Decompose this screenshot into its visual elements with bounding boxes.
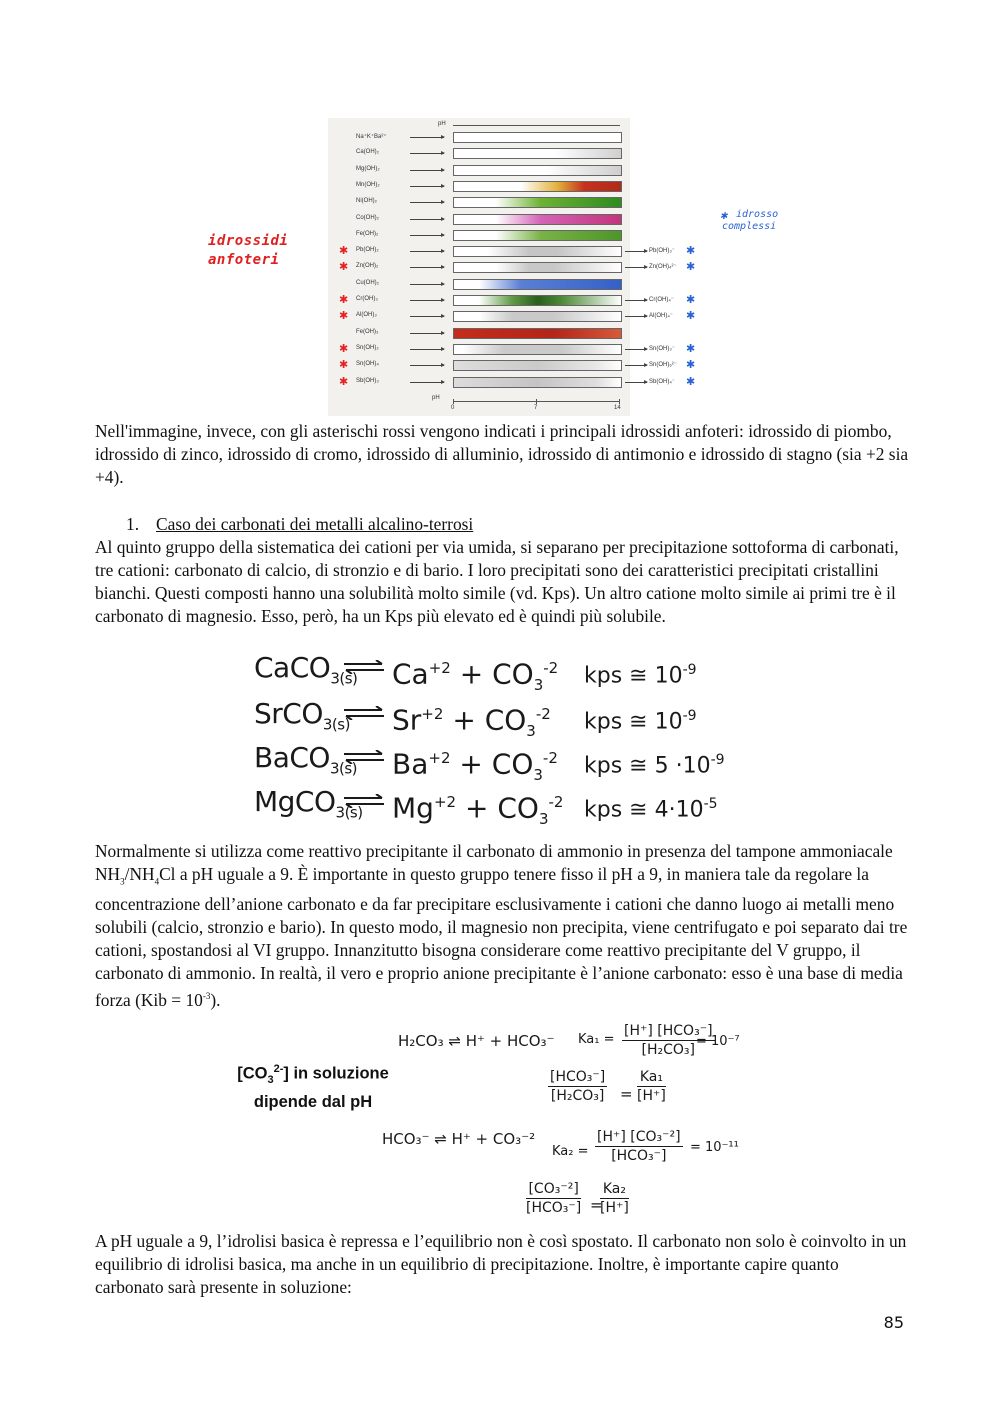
arrow-icon — [410, 186, 444, 187]
paragraph-amphoteric: Nell'immagine, invece, con gli asterischi rossi vengono indicati i principali idrossidi anfoteri: idrossido di piombo, idrossido di zinco, idrossido di cromo, idrossido di alluminio, idrossido di antimonio e idrossido di stagno (sia +2 sia +4). — [95, 421, 909, 487]
precipitation-bar — [453, 279, 622, 290]
plus-sign: + — [459, 657, 484, 691]
salt — [254, 698, 350, 741]
salt-phase: (s) — [339, 669, 358, 688]
cation-charge: +2 — [421, 705, 444, 723]
carbonate-charge: -2 — [535, 705, 551, 723]
heading-number: 1. — [126, 514, 140, 534]
plus-sign: + — [459, 747, 483, 781]
hydroxide-label: Fe(OH)₃ — [356, 328, 379, 335]
plus-sign: + — [464, 791, 489, 825]
ph-top-scale — [453, 125, 620, 126]
arrow-icon — [410, 300, 444, 301]
ratio2-equals: = — [590, 1196, 603, 1214]
precipitation-bar — [453, 230, 622, 241]
plus-sign: + — [452, 703, 476, 737]
r2-k-num: Ka₂ — [600, 1180, 629, 1199]
complex-label: Sn(OH)₃⁻ — [649, 345, 675, 352]
salt-sub: 3 — [330, 669, 340, 688]
precipitation-bar — [453, 197, 622, 208]
hydroxide-label: Fe(OH)₂ — [356, 230, 379, 237]
amphoteric-hydroxides-note — [208, 232, 288, 270]
blue-asterisk-icon: ✱ — [686, 293, 696, 306]
kps-value — [584, 746, 725, 780]
precipitation-bar — [453, 295, 622, 306]
complex-arrow-icon — [625, 382, 647, 383]
p3-a: Normalmente si utilizza come reattivo precipitante il carbonato di ammonio in presenza del tampone ammoniacale NH — [95, 841, 893, 884]
hydroxide-label: Na⁺K⁺Ba²⁺ — [356, 134, 387, 140]
kps-text: kps ≅ 10 — [584, 663, 683, 689]
red-asterisk-icon: ✱ — [339, 374, 349, 388]
ka1-den: [H₂CO₃] — [641, 1042, 696, 1058]
p3-sup: -3 — [202, 991, 211, 1002]
paragraph-carbonates: Al quinto gruppo della sistematica dei cationi per via umida, si separano per precipitazione sottoforma di carbonati, tre cationi: carbonato di calcio, di stronzio e di bario. I loro precipitati sono dei caratteristici precipitati cristallini bianchi. Questi composti hanno una solubilità molto simile (vd. Kps). Un altro catione molto simile ai primi tre è il carbonato di magnesio. Esso, però, ha un Kps più elevato ed è quindi più solubile. — [95, 537, 899, 626]
eq2-dissociation: HCO₃⁻ ⇌ H⁺ + CO₃⁻² — [382, 1130, 536, 1148]
blue-asterisk-icon: ✱ — [686, 309, 696, 323]
r2-num: [CO₃⁻²] — [526, 1180, 581, 1199]
carbonate-sub: 3 — [533, 765, 543, 784]
salt-formula: BaCO — [254, 741, 330, 774]
salt-phase: (s) — [344, 803, 363, 822]
section-heading — [126, 513, 473, 536]
ions — [392, 742, 558, 791]
kps-text: kps ≅ 4·10 — [584, 797, 704, 823]
complex-label: Al(OH)₄⁻ — [649, 313, 673, 320]
title-line2: dipende dal pH — [253, 1092, 373, 1111]
red-asterisk-icon: ✱ — [339, 293, 349, 306]
cation-charge: +2 — [428, 749, 451, 767]
arrow-icon — [410, 137, 444, 138]
ka1-value: = 10⁻⁷ — [696, 1034, 740, 1049]
carbonate-charge: -2 — [548, 793, 564, 811]
carbonate: CO — [492, 657, 534, 691]
p3-b: /NH — [124, 864, 155, 884]
ph-bottom-label: pH — [432, 395, 440, 401]
precipitation-bar — [453, 132, 622, 143]
ratio1-equals: = — [620, 1085, 633, 1103]
ka2-den: [HCO₃⁻] — [611, 1148, 667, 1164]
kps-text: kps ≅ 10 — [584, 709, 683, 735]
red-asterisk-icon: ✱ — [339, 358, 349, 372]
carbonate: CO — [491, 747, 534, 781]
carbonate: CO — [484, 703, 527, 737]
p3-sub1: 3 — [120, 876, 125, 887]
complex-arrow-icon — [625, 365, 647, 366]
complex-label: Pb(OH)₃⁻ — [649, 248, 675, 255]
ions — [392, 698, 551, 747]
arrow-icon — [410, 365, 444, 366]
kps-equation — [254, 742, 734, 782]
salt-formula: CaCO — [254, 651, 331, 684]
arrow-icon — [410, 349, 444, 350]
ka1-num: [H⁺] [HCO₃⁻] — [624, 1023, 713, 1039]
salt-phase: (s) — [331, 715, 350, 734]
blue-asterisk-icon: ✱ — [686, 358, 696, 372]
arrow-icon — [410, 153, 444, 154]
heading-text: Caso dei carbonati dei metalli alcalino-terrosi — [156, 514, 474, 534]
ions — [392, 652, 558, 701]
r1-den: [H₂CO₃] — [550, 1088, 605, 1104]
precipitation-bar — [453, 360, 622, 371]
title-b: ] in soluzione — [283, 1064, 389, 1083]
kps-exponent: -9 — [682, 708, 697, 724]
hydroxide-label: Sn(OH)₂ — [356, 344, 379, 351]
r1-k-num: Ka₁ — [637, 1068, 666, 1087]
ka2-label: Ka₂ = — [552, 1144, 589, 1159]
cation: Ca — [392, 657, 429, 691]
paragraph-ph9: A pH uguale a 9, l’idrolisi basica è repressa e l’equilibrio non è così spostato. Il carbonato non solo è coinvolto in un equilibrio di idrolisi basica, ma anche in un equilibrio di precipitazione. Inoltre, è importante capire quanto carbonato sarà presente in soluzione: — [95, 1231, 907, 1297]
ratio2-fraction — [526, 1180, 581, 1217]
hydroxide-label: Co(OH)₂ — [356, 214, 379, 221]
kps-value — [584, 656, 697, 690]
r2-den: [HCO₃⁻] — [526, 1200, 582, 1216]
complex-arrow-icon — [625, 316, 647, 317]
equilibrium-arrow-icon — [342, 750, 386, 764]
ka1-label: Ka₁ = — [578, 1032, 615, 1047]
salt-formula: SrCO — [254, 697, 323, 730]
equilibrium-arrow-icon — [342, 794, 386, 808]
equilibrium-arrow-icon — [342, 706, 386, 720]
ratio1-fraction — [548, 1068, 607, 1105]
p3-d: ). — [210, 990, 221, 1011]
complex-arrow-icon — [625, 300, 647, 301]
note-blue-line1: idrosso — [736, 209, 779, 220]
ratio2-k-fraction — [600, 1180, 629, 1217]
r2-k-den: [H⁺] — [600, 1200, 629, 1216]
red-asterisk-icon: ✱ — [339, 260, 349, 274]
cation-charge: +2 — [433, 793, 457, 811]
salt-formula: MgCO — [254, 785, 336, 818]
cation: Mg — [392, 791, 434, 825]
arrow-icon — [410, 316, 444, 317]
p3-c: Cl a pH uguale a 9. È importante in questo gruppo tenere fisso il pH a 9, in maniera tale da regolare la concentrazione dell’anione carbonato e da far precipitare esclusivamente i cationi che danno luogo ai metalli meno solubili (calcio, stronzio e bario). In questo modo, il magnesio non precipita, viene centrifugato e poi separato dai tre cationi, spostandosi al VI gruppo. Innanzitutto bisogna considerare come reattivo precipitante del V gruppo, il carbonato di ammonio. In realtà, il vero e proprio anione precipitante è l’anione carbonato: esso è una base di media forza (Kib = 10 — [95, 864, 908, 1011]
arrow-icon — [410, 284, 444, 285]
complex-label: Zn(OH)₄²⁻ — [649, 264, 677, 271]
paragraph-buffer — [95, 840, 910, 1012]
note-blue-line2: complessi — [722, 221, 777, 232]
kps-value — [584, 702, 697, 736]
ph-top-label: pH — [438, 121, 446, 127]
precipitation-bar — [453, 165, 622, 176]
salt-sub: 3 — [329, 759, 340, 778]
kps-equation — [254, 786, 734, 826]
ph-tick-0 — [453, 399, 454, 404]
blue-asterisk-icon: ✱ — [686, 260, 696, 274]
kps-equation — [254, 652, 734, 692]
r1-num: [HCO₃⁻] — [550, 1069, 606, 1085]
ions — [392, 786, 563, 835]
precipitation-bar — [453, 181, 622, 192]
hydroxide-label: Sb(OH)₃ — [356, 377, 379, 384]
carbonate-sub: 3 — [538, 809, 549, 828]
ka2-num: [H⁺] [CO₃⁻²] — [597, 1129, 681, 1145]
cation-charge: +2 — [428, 659, 451, 677]
complex-label: Sn(OH)₆²⁻ — [649, 362, 677, 369]
precipitation-bar — [453, 311, 622, 322]
red-asterisk-icon: ✱ — [339, 309, 349, 323]
blue-asterisk-icon: ✱ — [686, 374, 696, 388]
complex-label: Cr(OH)₄⁻ — [649, 297, 674, 303]
salt-sub: 3 — [335, 803, 345, 822]
carbonate-charge: -2 — [542, 749, 558, 767]
hydroxide-label: Al(OH)₃ — [356, 312, 377, 319]
red-asterisk-icon: ✱ — [339, 341, 349, 355]
arrow-icon — [410, 382, 444, 383]
hydroxide-label: Mg(OH)₂ — [356, 165, 380, 172]
salt-phase: (s) — [339, 759, 358, 778]
ratio1-k-fraction — [637, 1068, 666, 1105]
complex-arrow-icon — [625, 349, 647, 350]
title-a: [CO — [237, 1064, 268, 1083]
ka2-fraction — [595, 1128, 683, 1165]
red-asterisk-icon: ✱ — [339, 244, 349, 258]
r1-k-den: [H⁺] — [637, 1088, 666, 1104]
precipitation-bar — [453, 344, 622, 355]
blue-asterisk-icon: ✱ — [686, 244, 696, 258]
carbonate-sub: 3 — [526, 721, 536, 740]
kps-exponent: -5 — [703, 796, 718, 812]
complex-arrow-icon — [625, 267, 647, 268]
ph-tick-label-7: 7 — [534, 405, 538, 411]
figure2-title — [232, 1058, 394, 1113]
kps-exponent: -9 — [682, 662, 697, 678]
ph-tick-14 — [619, 399, 620, 404]
arrow-icon — [410, 219, 444, 220]
carbonate: CO — [497, 791, 539, 825]
blue-asterisk-icon: ✱ — [720, 208, 728, 222]
hydroxide-label: Cr(OH)₃ — [356, 296, 378, 302]
arrow-icon — [410, 170, 444, 171]
p3-sub2: 4 — [154, 876, 160, 887]
precipitation-bar — [453, 214, 622, 225]
hydroxide-label: Zn(OH)₂ — [356, 263, 379, 270]
ph-tick-label-14: 14 — [614, 405, 621, 411]
hydroxide-label: Pb(OH)₂ — [356, 247, 379, 254]
hydroxide-solubility-chart — [328, 118, 696, 416]
kps-equation — [254, 698, 734, 738]
arrow-icon — [410, 333, 444, 334]
hydroxide-label: Cu(OH)₂ — [356, 279, 379, 286]
salt-sub: 3 — [322, 715, 332, 734]
carbonate-sub: 3 — [533, 675, 544, 694]
kps-exponent: -9 — [710, 752, 725, 768]
hydroxide-label: Ca(OH)₂ — [356, 149, 379, 156]
carbonate-charge: -2 — [543, 659, 559, 677]
blue-asterisk-icon: ✱ — [686, 341, 696, 355]
title-sup: 2- — [273, 1063, 284, 1075]
precipitation-bar — [453, 246, 622, 257]
note-red-line1: idrossidi — [208, 233, 289, 249]
ph-tick-label-0: 0 — [451, 405, 455, 411]
note-red-line2: anfoteri — [208, 252, 280, 268]
arrow-icon — [410, 267, 444, 268]
page-number: 85 — [883, 1313, 904, 1332]
precipitation-bar — [453, 262, 622, 273]
ka2-value: = 10⁻¹¹ — [690, 1140, 739, 1155]
equilibrium-arrow-icon — [342, 660, 386, 674]
arrow-icon — [410, 202, 444, 203]
ph-tick-7 — [536, 399, 537, 404]
cation: Ba — [392, 747, 429, 781]
kps-text: kps ≅ 5 ·10 — [584, 753, 711, 779]
hydroxide-label: Mn(OH)₂ — [356, 181, 380, 188]
precipitation-bar — [453, 377, 622, 388]
hydroxide-label: Sn(OH)₄ — [356, 361, 379, 368]
hydroxide-label: Ni(OH)₂ — [356, 198, 377, 205]
arrow-icon — [410, 235, 444, 236]
precipitation-bar — [453, 148, 622, 159]
arrow-icon — [410, 251, 444, 252]
complex-hydroxides-note — [720, 209, 778, 233]
cation: Sr — [392, 703, 422, 737]
complex-arrow-icon — [625, 251, 647, 252]
eq1-dissociation: H₂CO₃ ⇌ H⁺ + HCO₃⁻ — [398, 1032, 555, 1050]
title-sub: 3 — [267, 1073, 274, 1086]
kps-value — [584, 790, 718, 824]
precipitation-bar — [453, 328, 622, 339]
complex-label: Sb(OH)₄⁻ — [649, 378, 675, 385]
